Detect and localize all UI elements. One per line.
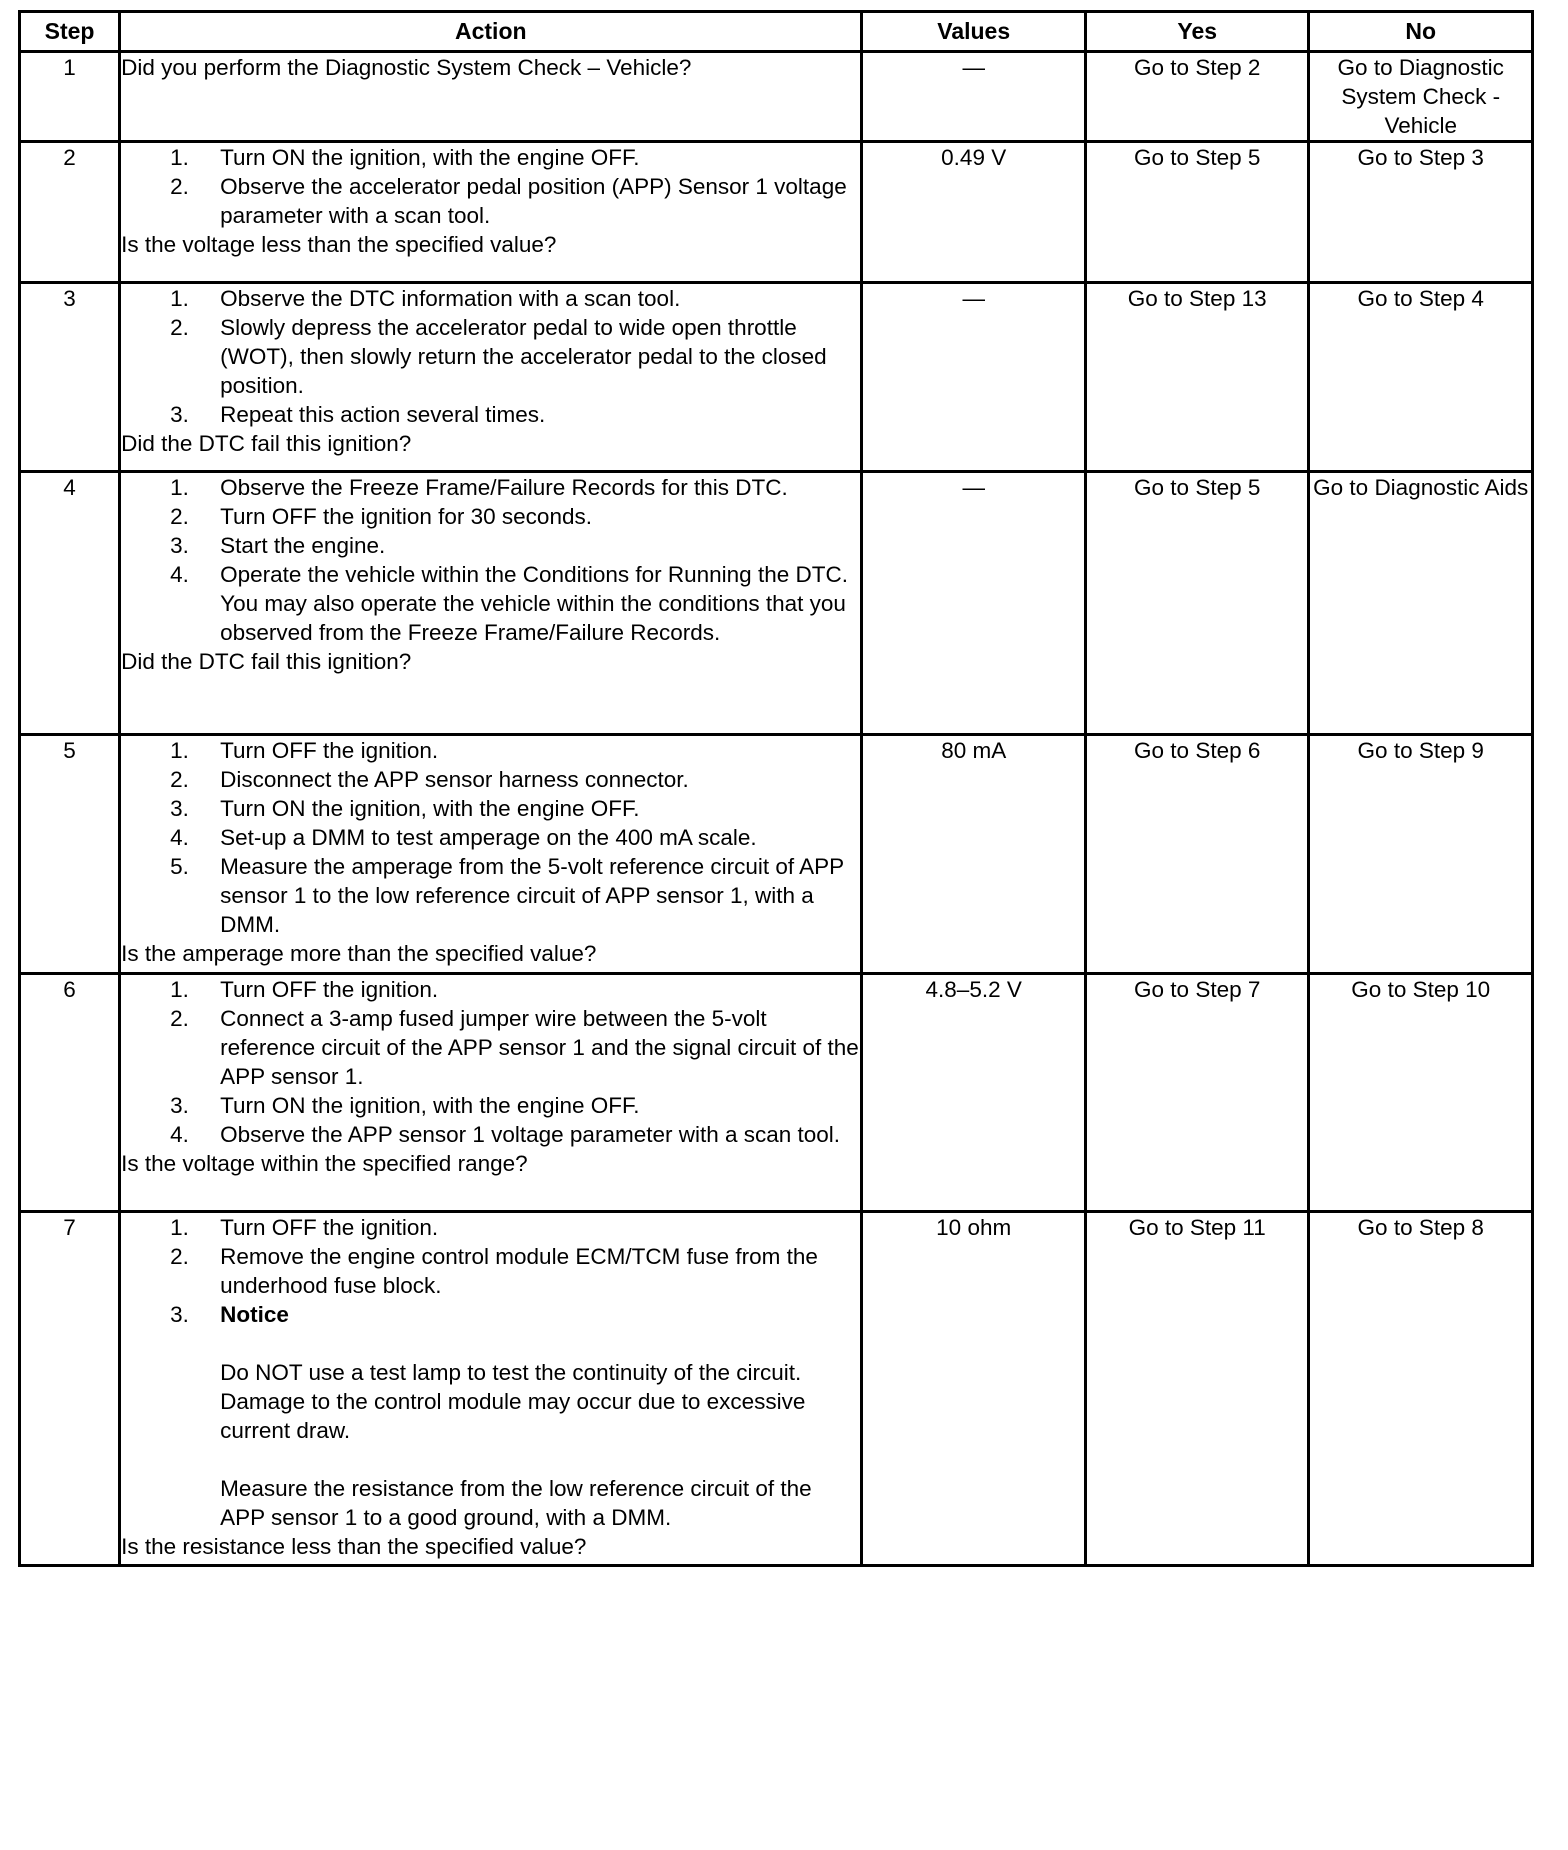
action-question: Is the resistance less than the specified value? [121,1534,587,1559]
table-row [20,1212,1533,1566]
yes-cell: Go to Step 7 [1085,974,1309,1212]
notice-instruction: Measure the resistance from the low reference circuit of the APP sensor 1 to a good ground, with a DMM. [220,1476,812,1530]
yes-cell: Go to Step 2 [1085,52,1309,142]
substep-list [121,736,860,939]
step-number: 7 [20,1212,120,1566]
table-row [20,472,1533,735]
step-number: 4 [20,472,120,735]
notice-warning: Do NOT use a test lamp to test the continuity of the circuit. Damage to the control module may occur due to excessive current draw. [220,1360,806,1443]
yes-cell: Go to Step 13 [1085,283,1309,472]
header-values: Values [862,12,1086,52]
no-cell: Go to Step 3 [1309,142,1533,283]
value-cell: 0.49 V [862,142,1086,283]
substep: 2. Slowly depress the accelerator pedal to wide open throttle (WOT), then slowly return the accelerator pedal to the closed position. [170,315,827,398]
step-number: 5 [20,735,120,974]
table-body [20,52,1533,1566]
step-number: 1 [20,52,120,142]
value-cell: — [862,52,1086,142]
substep-list [121,975,860,1149]
header-action: Action [120,12,862,52]
substep: 2. Connect a 3-amp fused jumper wire between the 5-volt reference circuit of the APP sensor 1 and the signal circuit of the APP sensor 1. [170,1006,859,1089]
diagnostic-table [18,10,1534,1567]
yes-cell: Go to Step 5 [1085,472,1309,735]
no-cell: Go to Step 10 [1309,974,1533,1212]
substep: 4. Operate the vehicle within the Conditions for Running the DTC. You may also operate the vehicle within the conditions that you observed from the Freeze Frame/Failure Records. [170,562,848,645]
table-row [20,52,1533,142]
action-question: Did you perform the Diagnostic System Check – Vehicle? [121,55,692,80]
no-cell: Go to Diagnostic Aids [1309,472,1533,735]
action-question: Is the voltage within the specified range? [121,1151,528,1176]
substep: 2. Turn OFF the ignition for 30 seconds. [170,504,592,529]
table-row [20,142,1533,283]
substep: 1. Turn OFF the ignition. [170,738,439,763]
substep: 4. Observe the APP sensor 1 voltage parameter with a scan tool. [170,1122,841,1147]
substep: 3. Repeat this action several times. [170,402,546,427]
value-cell: 10 ohm [862,1212,1086,1566]
substep: 1. Turn ON the ignition, with the engine OFF. [170,145,640,170]
header-row [20,12,1533,52]
yes-cell: Go to Step 6 [1085,735,1309,974]
substep-notice: 3. Notice Do NOT use a test lamp to test the continuity of the circuit. Damage to the control module may occur due to excessive current draw. Measure the resistance from the low reference circuit of the APP sensor 1 to a good ground, with a DMM. [121,1300,860,1532]
table-header [20,12,1533,52]
action-cell [120,283,862,472]
substep: 1. Observe the DTC information with a scan tool. [170,286,681,311]
substep-list [121,473,860,647]
yes-cell: Go to Step 5 [1085,142,1309,283]
step-number: 6 [20,974,120,1212]
action-cell [120,472,862,735]
header-no: No [1309,12,1533,52]
substep: 5. Measure the amperage from the 5-volt reference circuit of APP sensor 1 to the low reference circuit of APP sensor 1, with a DMM. [170,854,844,937]
substep: 3. Turn ON the ignition, with the engine OFF. [170,796,640,821]
no-cell: Go to Step 8 [1309,1212,1533,1566]
action-cell [120,142,862,283]
substep: 3. Turn ON the ignition, with the engine OFF. [170,1093,640,1118]
substep: 1. Turn OFF the ignition. [170,1215,439,1240]
value-cell: — [862,472,1086,735]
substep-list [121,284,860,429]
header-step: Step [20,12,120,52]
value-cell: 4.8–5.2 V [862,974,1086,1212]
action-cell [120,52,862,142]
action-cell [120,735,862,974]
table-row [20,974,1533,1212]
action-question: Is the amperage more than the specified value? [121,941,597,966]
no-cell: Go to Step 9 [1309,735,1533,974]
no-cell: Go to Step 4 [1309,283,1533,472]
header-yes: Yes [1085,12,1309,52]
notice-title: Notice [220,1302,289,1327]
substep: 2. Remove the engine control module ECM/TCM fuse from the underhood fuse block. [170,1244,818,1298]
table-row [20,735,1533,974]
step-number: 2 [20,142,120,283]
action-cell [120,974,862,1212]
no-cell: Go to Diagnostic System Check - Vehicle [1309,52,1533,142]
value-cell: 80 mA [862,735,1086,974]
substep: 1. Turn OFF the ignition. [170,977,439,1002]
substep: 3. Start the engine. [170,533,386,558]
step-number: 3 [20,283,120,472]
substep-list [121,143,860,230]
substep: 1. Observe the Freeze Frame/Failure Records for this DTC. [170,475,788,500]
substep: 2. Observe the accelerator pedal position (APP) Sensor 1 voltage parameter with a scan tool. [170,174,847,228]
action-question: Is the voltage less than the specified value? [121,232,557,257]
substep-list [121,1213,860,1532]
substep: 4. Set-up a DMM to test amperage on the 400 mA scale. [170,825,757,850]
action-question: Did the DTC fail this ignition? [121,649,412,674]
action-question: Did the DTC fail this ignition? [121,431,412,456]
value-cell: — [862,283,1086,472]
yes-cell: Go to Step 11 [1085,1212,1309,1566]
substep: 2. Disconnect the APP sensor harness connector. [170,767,689,792]
action-cell [120,1212,862,1566]
table-row [20,283,1533,472]
